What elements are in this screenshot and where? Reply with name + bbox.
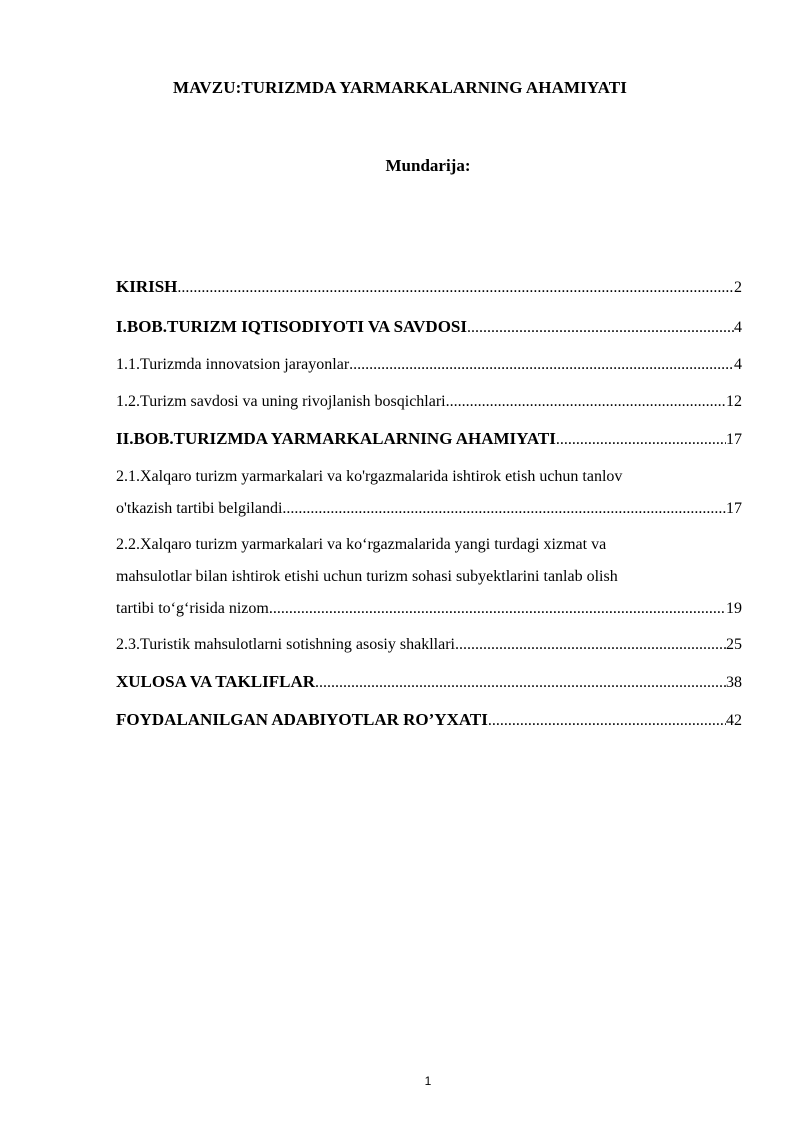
toc-entry-label: KIRISH xyxy=(116,277,178,296)
toc-entry-label: o'tkazish tartibi belgilandi xyxy=(116,500,283,517)
toc-entry-label-line: 2.1.Xalqaro turizm yarmarkalari va ko'rgazmalarida ishtirok etish uchun tanlov xyxy=(116,468,623,485)
toc-entry-label-line: mahsulotlar bilan ishtirok etishi uchun turizm sohasi subyektlarini tanlab olish xyxy=(116,568,618,585)
toc-entry-kirish[interactable] xyxy=(116,271,742,304)
toc-page-number: 25 xyxy=(726,636,742,653)
toc-page-number: 17 xyxy=(726,431,742,448)
toc-entry-label: I.BOB.TURIZM IQTISODIYOTI VA SAVDOSI xyxy=(116,317,467,336)
dot-leader xyxy=(177,272,734,304)
toc-page-number: 38 xyxy=(726,674,742,691)
dot-leader xyxy=(556,424,726,456)
toc-entry-label: 2.3.Turistik mahsulotlarni sotishning asosiy shakllari xyxy=(116,636,455,653)
toc-page-number: 42 xyxy=(726,712,742,729)
page-number: 1 xyxy=(424,1074,432,1088)
table-of-contents xyxy=(116,271,742,737)
dot-leader xyxy=(315,667,726,699)
toc-entry-2-3[interactable] xyxy=(116,629,742,661)
toc-page-number: 2 xyxy=(734,279,742,296)
toc-page-number: 17 xyxy=(726,500,742,517)
dot-leader xyxy=(446,386,726,418)
toc-entry-label: tartibi to‘g‘risida nizom xyxy=(116,600,269,617)
toc-page-number: 4 xyxy=(734,319,742,336)
toc-entry-label: XULOSA VA TAKLIFLAR xyxy=(116,672,316,691)
dot-leader xyxy=(349,349,734,381)
toc-entry-1-2[interactable] xyxy=(116,386,742,418)
dot-leader xyxy=(467,312,734,344)
dot-leader xyxy=(488,705,726,737)
toc-page-number: 4 xyxy=(734,356,742,373)
toc-entry-label: II.BOB.TURIZMDA YARMARKALARNING AHAMIYATI xyxy=(116,429,556,448)
toc-entry-chapter-2[interactable] xyxy=(116,423,742,456)
toc-entry-2-2[interactable] xyxy=(116,529,742,625)
toc-entry-conclusion[interactable] xyxy=(116,666,742,699)
dot-leader xyxy=(269,593,726,625)
dot-leader xyxy=(282,493,726,525)
dot-leader xyxy=(455,629,726,661)
toc-entry-label-line: 2.2.Xalqaro turizm yarmarkalari va ko‘rgazmalarida yangi turdagi xizmat va xyxy=(116,536,607,553)
toc-page-number: 12 xyxy=(726,393,742,410)
toc-entry-2-1[interactable] xyxy=(116,461,742,525)
toc-page-number: 19 xyxy=(726,600,742,617)
toc-entry-references[interactable] xyxy=(116,704,742,737)
toc-entry-1-1[interactable] xyxy=(116,349,742,381)
toc-heading: Mundarija: xyxy=(385,156,471,175)
toc-entry-label: 1.1.Turizmda innovatsion jarayonlar xyxy=(116,356,350,373)
document-title: MAVZU:TURIZMDA YARMARKALARNING AHAMIYATI xyxy=(173,78,627,97)
toc-entry-label: 1.2.Turizm savdosi va uning rivojlanish bosqichlari xyxy=(116,393,446,410)
toc-entry-chapter-1[interactable] xyxy=(116,311,742,344)
toc-entry-label: FOYDALANILGAN ADABIYOTLAR RO’YXATI xyxy=(116,710,488,729)
